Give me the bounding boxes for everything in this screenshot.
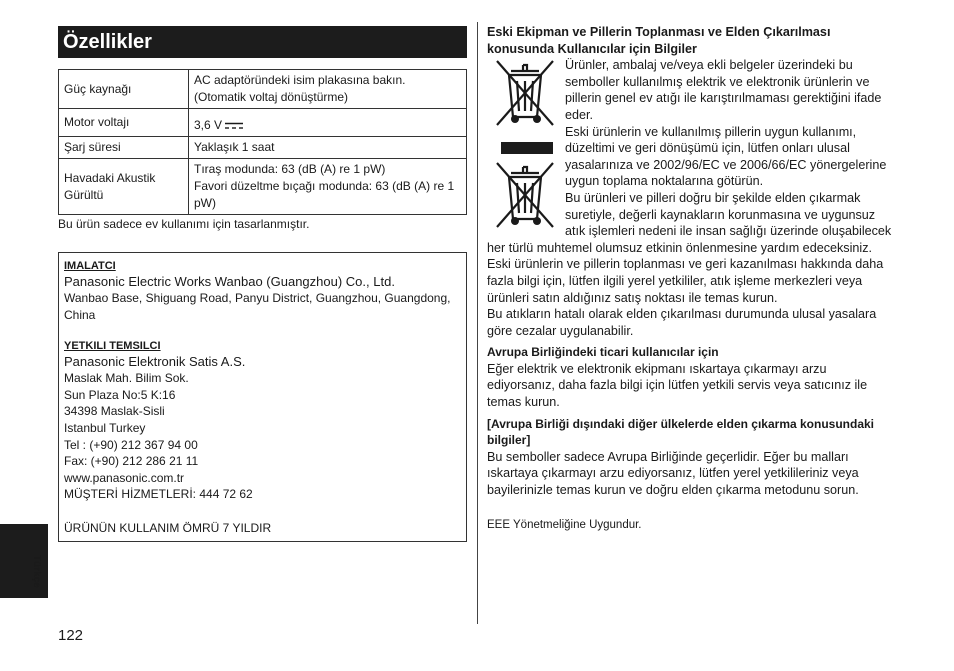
disposal-paragraph: Bu ürünleri ve pilleri doğru bir şekilde elden çıkarmak suretiyle, değerli kaynakların korunmasına ve uygunsuz atık işlemleri nedeni ile insan sağlığı üzerinde oluşabilecek her türlü muhtemel olumsuz etkinin önlenmesine yardım edeceksiniz. [487, 190, 892, 255]
dc-symbol-icon [225, 122, 243, 130]
address-line: 34398 Maslak-Sisli [64, 404, 165, 419]
spec-table [58, 69, 467, 215]
representative-heading: YETKILI TEMSILCI [64, 340, 161, 353]
address-line: Maslak Mah. Bilim Sok. [64, 371, 189, 386]
table-row [59, 70, 467, 109]
address-line: Sun Plaza No:5 K:16 [64, 387, 176, 402]
crossed-bin-icon [493, 57, 557, 129]
spec-key: Güç kaynağı [59, 70, 189, 109]
disposal-column [487, 24, 897, 533]
address-line: Istanbul Turkey [64, 420, 146, 435]
spec-key: Havadaki Akustik Gürültü [59, 159, 189, 215]
disposal-paragraph: Eski ürünlerin ve kullanılmış pillerin uygun kullanımı, düzeltimi ve geri dönüşümü için, lütfen onları ulusal yasalarınıza ve 2002/96/EC ve 2006/66/EC yönergelerine uygun toplama noktalarına götürün. [565, 124, 887, 189]
manufacturer-address: Wanbao Base, Shiguang Road, Panyu District, Guangzhou, Guangdong, China [64, 291, 451, 322]
non-eu-text: Bu semboller sadece Avrupa Birliğinde geçerlidir. Eğer bu malları ıskartaya çıkarmayı arzu ediyorsanız, lütfen yerel yetkilileriniz veya bayilerinizle temas kurun ve doğru elden çıkarma metodunu sorun. [487, 449, 859, 498]
eee-compliance: EEE Yönetmeliğine Uygundur. [487, 518, 642, 531]
disposal-paragraph: Eski ürünlerin ve pillerin toplanması ve geri kazanılması hakkında daha fazla bilgi için, lütfen ilgili yerel yetkililer, atık işleme merkezleri veya ürünleri satın aldığınız satış noktası ile temas kurun. [487, 257, 884, 305]
disposal-heading: Eski Ekipman ve Pillerin Toplanması ve Elden Çıkarılması konusunda Kullanıcılar için Bilgiler [487, 25, 831, 56]
disposal-paragraph: Ürünler, ambalaj ve/veya ekli belgeler üzerindeki bu semboller kullanılmış elektrik ve elektronik ürünlerin ve pillerin genel ev atığı ile karıştırılmaması gerektiğini ifade eder. [565, 58, 882, 122]
table-row [59, 137, 467, 159]
spec-value-cell [189, 109, 467, 137]
phone-line: Tel : (+90) 212 367 94 00 [64, 437, 198, 452]
usage-note: Bu ürün sadece ev kullanımı için tasarlanmıştır. [58, 217, 310, 231]
page-number: 122 [58, 627, 84, 644]
spec-key: Şarj süresi [59, 137, 189, 159]
spec-value: Yaklaşık 1 saat [189, 137, 467, 159]
customer-service-line: MÜŞTERİ HİZMETLERİ: 444 72 62 [64, 487, 253, 502]
manufacturer-heading: IMALATCI [64, 260, 116, 272]
representative-name: Panasonic Elektronik Satis A.S. [64, 354, 246, 370]
column-divider [477, 22, 478, 624]
spec-value: AC adaptöründeki isim plakasına bakın. (Otomatik voltaj dönüştürme) [189, 70, 467, 109]
spec-value: 3,6 V [194, 118, 223, 132]
fax-line: Fax: (+90) 212 286 21 11 [64, 454, 199, 469]
website-line: www.panasonic.com.tr [64, 470, 185, 485]
separate-collection-bar [501, 142, 553, 154]
product-lifetime: ÜRÜNÜN KULLANIM ÖMRÜ 7 YILDIR [64, 520, 272, 535]
table-row [59, 159, 467, 215]
spec-value: Tıraş modunda: 63 (dB (A) re 1 pW) Favori düzeltme bıçağı modunda: 63 (dB (A) re 1 pW) [189, 159, 467, 215]
disposal-paragraph: Bu atıkların hatalı olarak elden çıkarılması durumunda ulusal yasalara göre cezalar uygulanabilir. [487, 307, 877, 338]
language-label: Türkçe [31, 555, 42, 588]
table-row [59, 109, 467, 137]
manufacturer-name: Panasonic Electric Works Wanbao (Guangzhou) Co., Ltd. [64, 274, 395, 289]
non-eu-heading: [Avrupa Birliği dışındaki diğer ülkelerde elden çıkarma konusundaki bilgiler] [487, 416, 874, 448]
eu-business-text: Eğer elektrik ve elektronik ekipmanı ıskartaya çıkarmayı arzu ediyorsanız, daha fazla bilgi için lütfen yetkili servis veya satıcınız ile temas kurun. [487, 361, 868, 410]
crossed-bin-icon [493, 159, 557, 231]
weee-symbols [487, 57, 565, 237]
contact-box [58, 252, 467, 542]
section-title: Özellikler [58, 26, 467, 58]
eu-business-heading: Avrupa Birliğindeki ticari kullanıcılar için [487, 345, 719, 360]
spec-key: Motor voltajı [59, 109, 189, 137]
